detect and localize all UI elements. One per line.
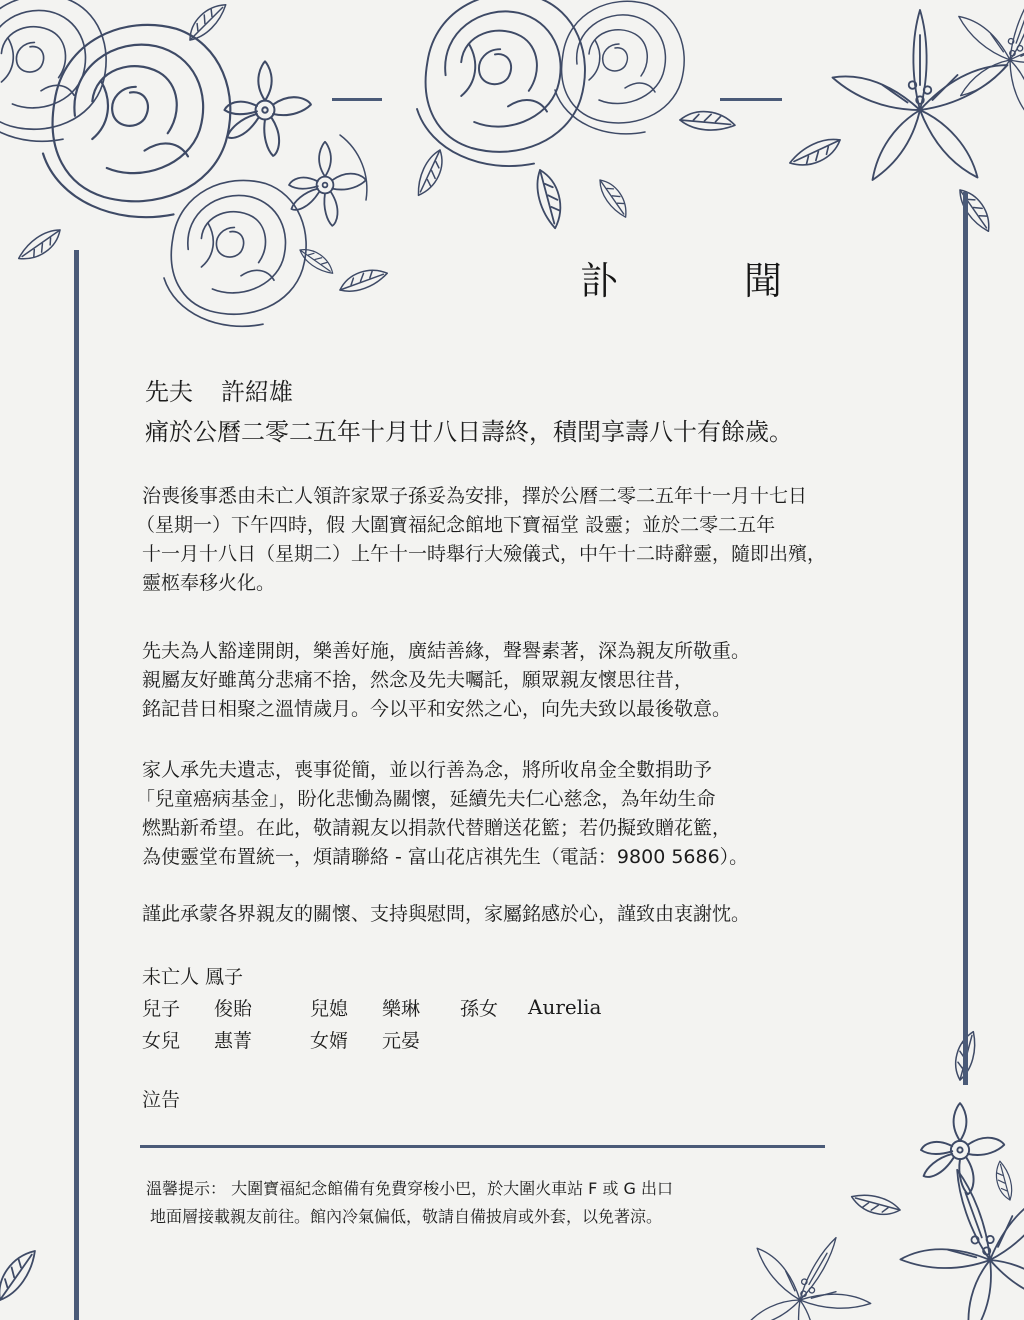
widow-line: 未亡人 鳳子 bbox=[142, 966, 244, 988]
paragraph-line: 銘記昔日相聚之溫情歲月。今以平和安然之心，向先夫致以最後敬意。 bbox=[142, 698, 732, 720]
family-relation: 女兒 bbox=[142, 1030, 181, 1052]
family-name: Aurelia bbox=[528, 995, 602, 1019]
paragraph-line: 親屬友好雖萬分悲痛不捨，然念及先夫囑託，願眾親友懷思往昔， bbox=[142, 669, 694, 691]
paragraph-line: 謹此承蒙各界親友的關懷、支持與慰問，家屬銘感於心，謹致由衷謝忱。 bbox=[142, 903, 751, 925]
paragraph-line: 治喪後事悉由未亡人領許家眾子孫妥為安排，擇於公曆二零二五年十一月十七日 bbox=[142, 485, 808, 507]
frame-right-line bbox=[963, 192, 968, 1085]
paragraph-line: （星期一）下午四時，假 大圍寶福紀念館地下寶福堂 設靈；並於二零二五年 bbox=[136, 514, 776, 536]
thanks-paragraph bbox=[142, 900, 750, 929]
passing-line: 痛於公曆二零二五年十月廿八日壽終，積閏享壽八十有餘歲。 bbox=[145, 418, 793, 446]
notice-line: 溫馨提示： 大圍寶福紀念館備有免費穿梭小巴，於大圍火車站 F 或 G 出口 bbox=[146, 1179, 674, 1198]
page-title: 訃 聞 bbox=[580, 259, 827, 303]
deceased-heading bbox=[145, 372, 293, 407]
donation-paragraph bbox=[136, 756, 749, 872]
family-relation: 兒子 bbox=[142, 998, 181, 1020]
notice-line: 地面層接載親友前往。館內冷氣偏低，敬請自備披肩或外套，以免著涼。 bbox=[150, 1207, 663, 1226]
frame-left-line bbox=[74, 250, 79, 1320]
family-relation: 女婿 bbox=[310, 1030, 349, 1052]
deceased-relation: 先夫 bbox=[145, 378, 193, 406]
paragraph-line: 十一月十八日（星期二）上午十一時舉行大殮儀式，中午十二時辭靈，隨即出殯， bbox=[142, 543, 827, 565]
paragraph-line: 「兒童癌病基金」，盼化悲慟為關懷，延續先夫仁心慈念，為年幼生命 bbox=[136, 788, 716, 810]
frame-top-line-right bbox=[720, 98, 782, 101]
family-name: 元晏 bbox=[382, 1030, 421, 1052]
tribute-paragraph bbox=[142, 637, 750, 724]
family-name: 惠菁 bbox=[214, 1030, 253, 1052]
notice-divider bbox=[140, 1145, 825, 1148]
paragraph-line: 為使靈堂布置統一，煩請聯絡 - 富山花店祺先生（電話：9800 5686）。 bbox=[142, 846, 749, 868]
notice bbox=[146, 1175, 673, 1231]
family-relation: 兒媳 bbox=[310, 998, 349, 1020]
paragraph-line: 靈柩奉移火化。 bbox=[142, 572, 276, 594]
deceased-name: 許紹雄 bbox=[221, 378, 293, 406]
paragraph-line: 燃點新希望。在此，敬請親友以捐款代替贈送花籃；若仍擬致贈花籃， bbox=[142, 817, 732, 839]
paragraph-line: 先夫為人豁達開朗，樂善好施，廣結善緣，聲譽素著，深為親友所敬重。 bbox=[142, 640, 751, 662]
paragraph-line: 家人承先夫遺志，喪事從簡，並以行善為念，將所收帛金全數捐助予 bbox=[142, 759, 713, 781]
family-relation: 孫女 bbox=[460, 998, 499, 1020]
arrangement-paragraph bbox=[136, 482, 827, 598]
family-name: 俊貽 bbox=[214, 998, 253, 1020]
frame-top-line bbox=[332, 98, 382, 101]
family-name: 樂琳 bbox=[382, 998, 421, 1020]
sign-off: 泣告 bbox=[142, 1089, 181, 1111]
